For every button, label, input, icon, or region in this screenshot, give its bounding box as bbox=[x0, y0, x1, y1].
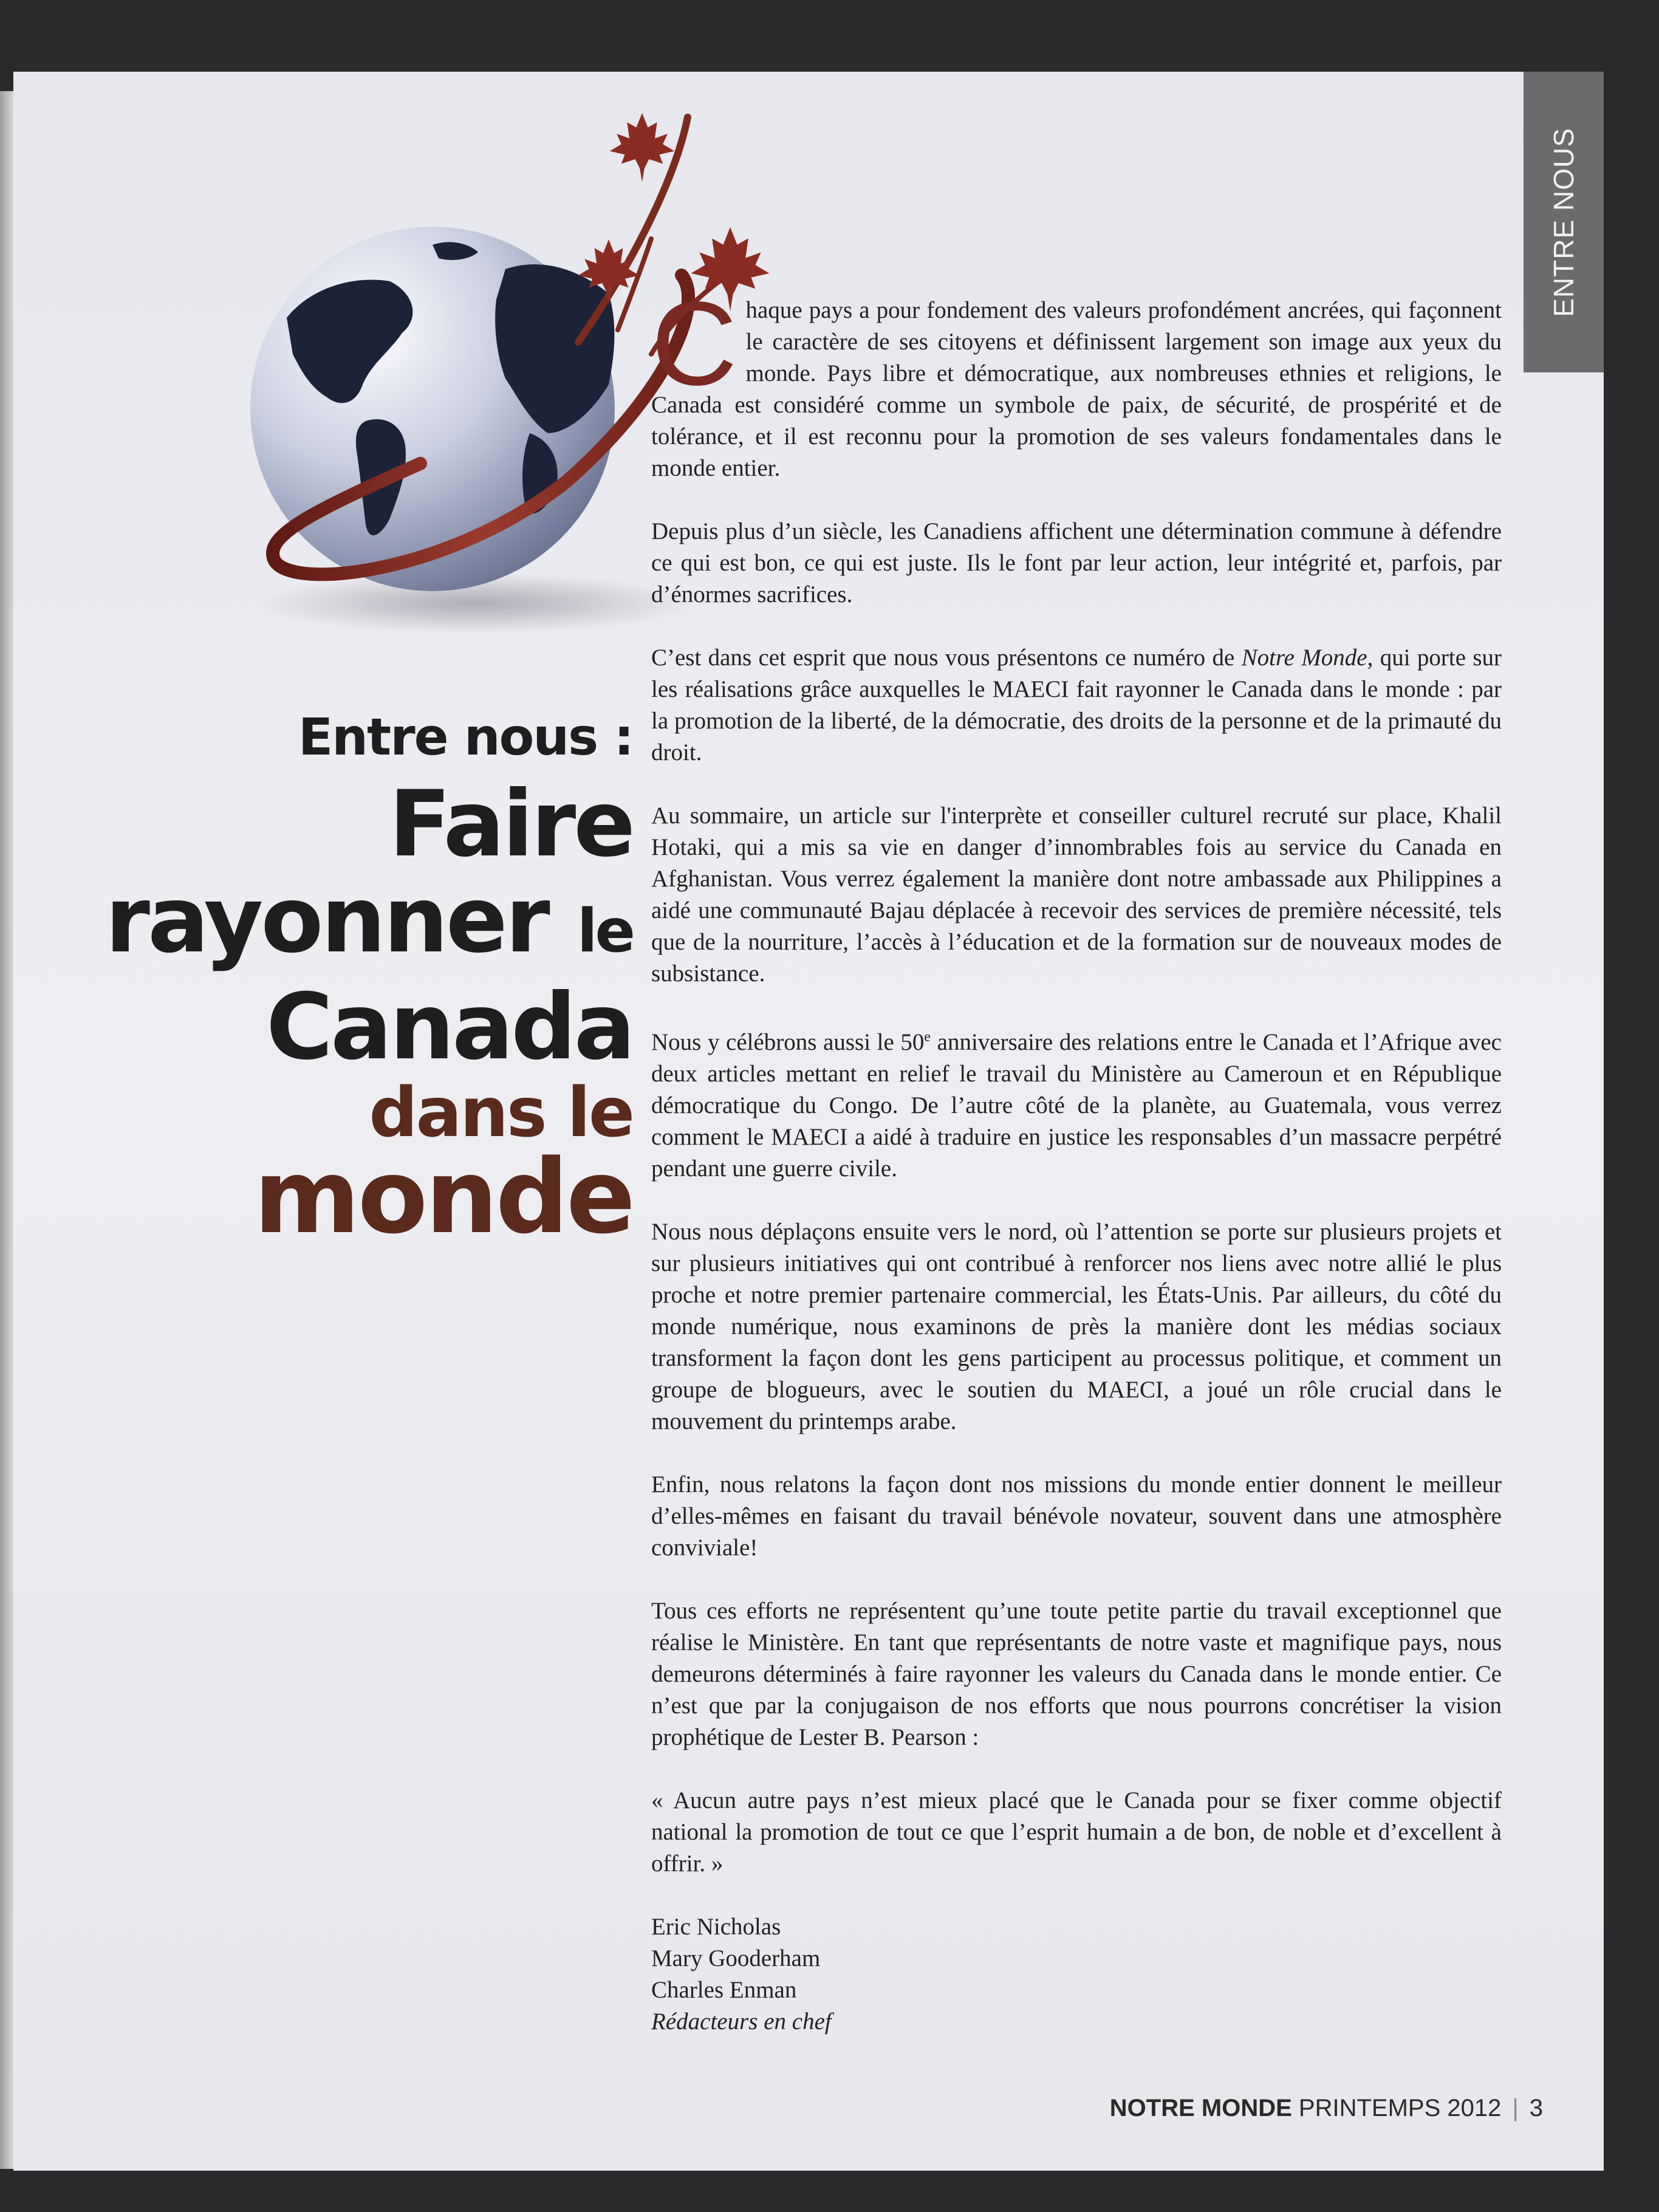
title-rayonner: rayonner bbox=[105, 868, 548, 973]
section-tab bbox=[1524, 72, 1604, 372]
paragraph-5-text-b: anniversaire des relations entre le Canada et l’Afrique avec deux articles mettant en relief le travail du Ministère au Cameroun et en République démocratique du Congo. De l’autre côté de la planète, au Guatemala, vous verrez comment le MAECI a aidé à traduire en justice les responsables d’un massacre perpétré pendant une guerre civile. bbox=[651, 1029, 1502, 1182]
magazine-name: Notre Monde bbox=[1241, 645, 1367, 671]
signature-name: Mary Gooderham bbox=[651, 1945, 821, 1971]
paragraph-3-text-a: C’est dans cet esprit que nous vous présentons ce numéro de bbox=[651, 645, 1242, 671]
article-body bbox=[651, 277, 1502, 2038]
adjacent-page-edge bbox=[0, 91, 13, 2169]
signature-role: Rédacteurs en chef bbox=[651, 2008, 832, 2035]
drop-cap: C bbox=[651, 277, 737, 410]
section-tab-label: ENTRE NOUS bbox=[1548, 127, 1579, 317]
footer-separator: | bbox=[1512, 2095, 1519, 2121]
title-line-canada: Canada bbox=[266, 974, 633, 1080]
paragraph-5 bbox=[651, 1021, 1502, 1185]
paragraph-4: Au sommaire, un article sur l'interprète et conseiller culturel recruté sur place, Khalil Hotaki, qui a mis sa vie en danger d’innombrables fois au service du Canada en Afghanistan. Vous verrez également la manière dont notre ambassade aux Philippines a aidé une communauté Bajau déplacée à recevoir des services de première nécessité, tels que de la nourriture, l’accès à l’éducation et de la formation sur de nouveaux modes de subsistance. bbox=[651, 803, 1502, 987]
paragraph-3 bbox=[651, 642, 1502, 769]
ordinal-superscript: e bbox=[924, 1029, 931, 1045]
title-line-rayonner bbox=[50, 868, 633, 979]
page-number: 3 bbox=[1529, 2095, 1543, 2121]
title-le: le bbox=[576, 897, 633, 966]
signature-name: Charles Enman bbox=[651, 1977, 797, 2003]
title-line-dans-le: dans le bbox=[369, 1073, 633, 1152]
paragraph-5-text-a: Nous y célébrons aussi le 50 bbox=[651, 1029, 925, 1055]
paragraph-1-text: haque pays a pour fondement des valeurs profondément ancrées, qui façonnent le caractère de ses citoyens et définissent largement son image aux yeux du monde. Pays libre et démocratique, aux nombreuses ethnies et religions, le Canada est considéré comme un symbole de paix, de sécurité, de prospérité et de tolérance, et il est reconnu pour la promotion de ses valeurs fondamentales dans le monde entier. bbox=[651, 297, 1502, 481]
paragraph-1 bbox=[651, 277, 1502, 484]
paragraph-7: Enfin, nous relatons la façon dont nos missions du monde entier donnent le meilleur d’elles-mêmes en faisant du travail bénévole novateur, souvent dans une atmosphère conviviale! bbox=[651, 1471, 1502, 1561]
page-footer bbox=[1110, 2095, 1543, 2122]
magazine-page bbox=[13, 72, 1604, 2171]
paragraph-2: Depuis plus d’un siècle, les Canadiens affichent une détermination commune à défendre ce qui est bon, ce qui est juste. Ils le font par leur action, leur intégrité et, parfois, par d’énormes sacrifices. bbox=[651, 518, 1502, 608]
title-line-monde: monde bbox=[253, 1137, 633, 1256]
paragraph-6: Nous nous déplaçons ensuite vers le nord, où l’attention se porte sur plusieurs projets et sur plusieurs initiatives qui ont contribué à renforcer nos liens avec notre allié le plus proche et notre premier partenaire commercial, les États-Unis. Par ailleurs, du côté du monde numérique, nous examinons de près la manière dont les médias sociaux transforment la façon dont les gens participent au processus politique, et comment un groupe de blogueurs, avec le soutien du MAECI, a joué un rôle crucial dans le mouvement du printemps arabe. bbox=[651, 1219, 1502, 1434]
title-kicker: Entre nous : bbox=[298, 707, 633, 767]
footer-brand: NOTRE MONDE bbox=[1109, 2095, 1292, 2121]
signature-block bbox=[651, 1911, 1502, 2038]
paragraph-8: Tous ces efforts ne représentent qu’une toute petite partie du travail exceptionnel que réalise le Ministère. En tant que représentants de notre vaste et magnifique pays, nous demeurons déterminés à faire rayonner les valeurs du Canada dans le monde entier. Ce n’est que par la conjugaison de nos efforts que nous pourrons concrétiser la vision prophétique de Lester B. Pearson : bbox=[651, 1598, 1502, 1750]
title-line-faire: Faire bbox=[388, 772, 633, 877]
signature-name: Eric Nicholas bbox=[651, 1914, 781, 1940]
pearson-quote: « Aucun autre pays n’est mieux placé que le Canada pour se fixer comme objectif national la promotion de tout ce que l’esprit humain a de bon, de noble et d’excellent à offrir. » bbox=[651, 1787, 1502, 1877]
paragraph-3-text-b: , qui porte sur les réalisations grâce auxquelles le MAECI fait rayonner le Canada dans le monde : par la promotion de la liberté, de la démocratie, des droits de la personne et de la primauté du droit. bbox=[651, 645, 1502, 765]
article-title bbox=[50, 704, 633, 1256]
footer-issue: PRINTEMPS 2012 bbox=[1291, 2095, 1502, 2121]
